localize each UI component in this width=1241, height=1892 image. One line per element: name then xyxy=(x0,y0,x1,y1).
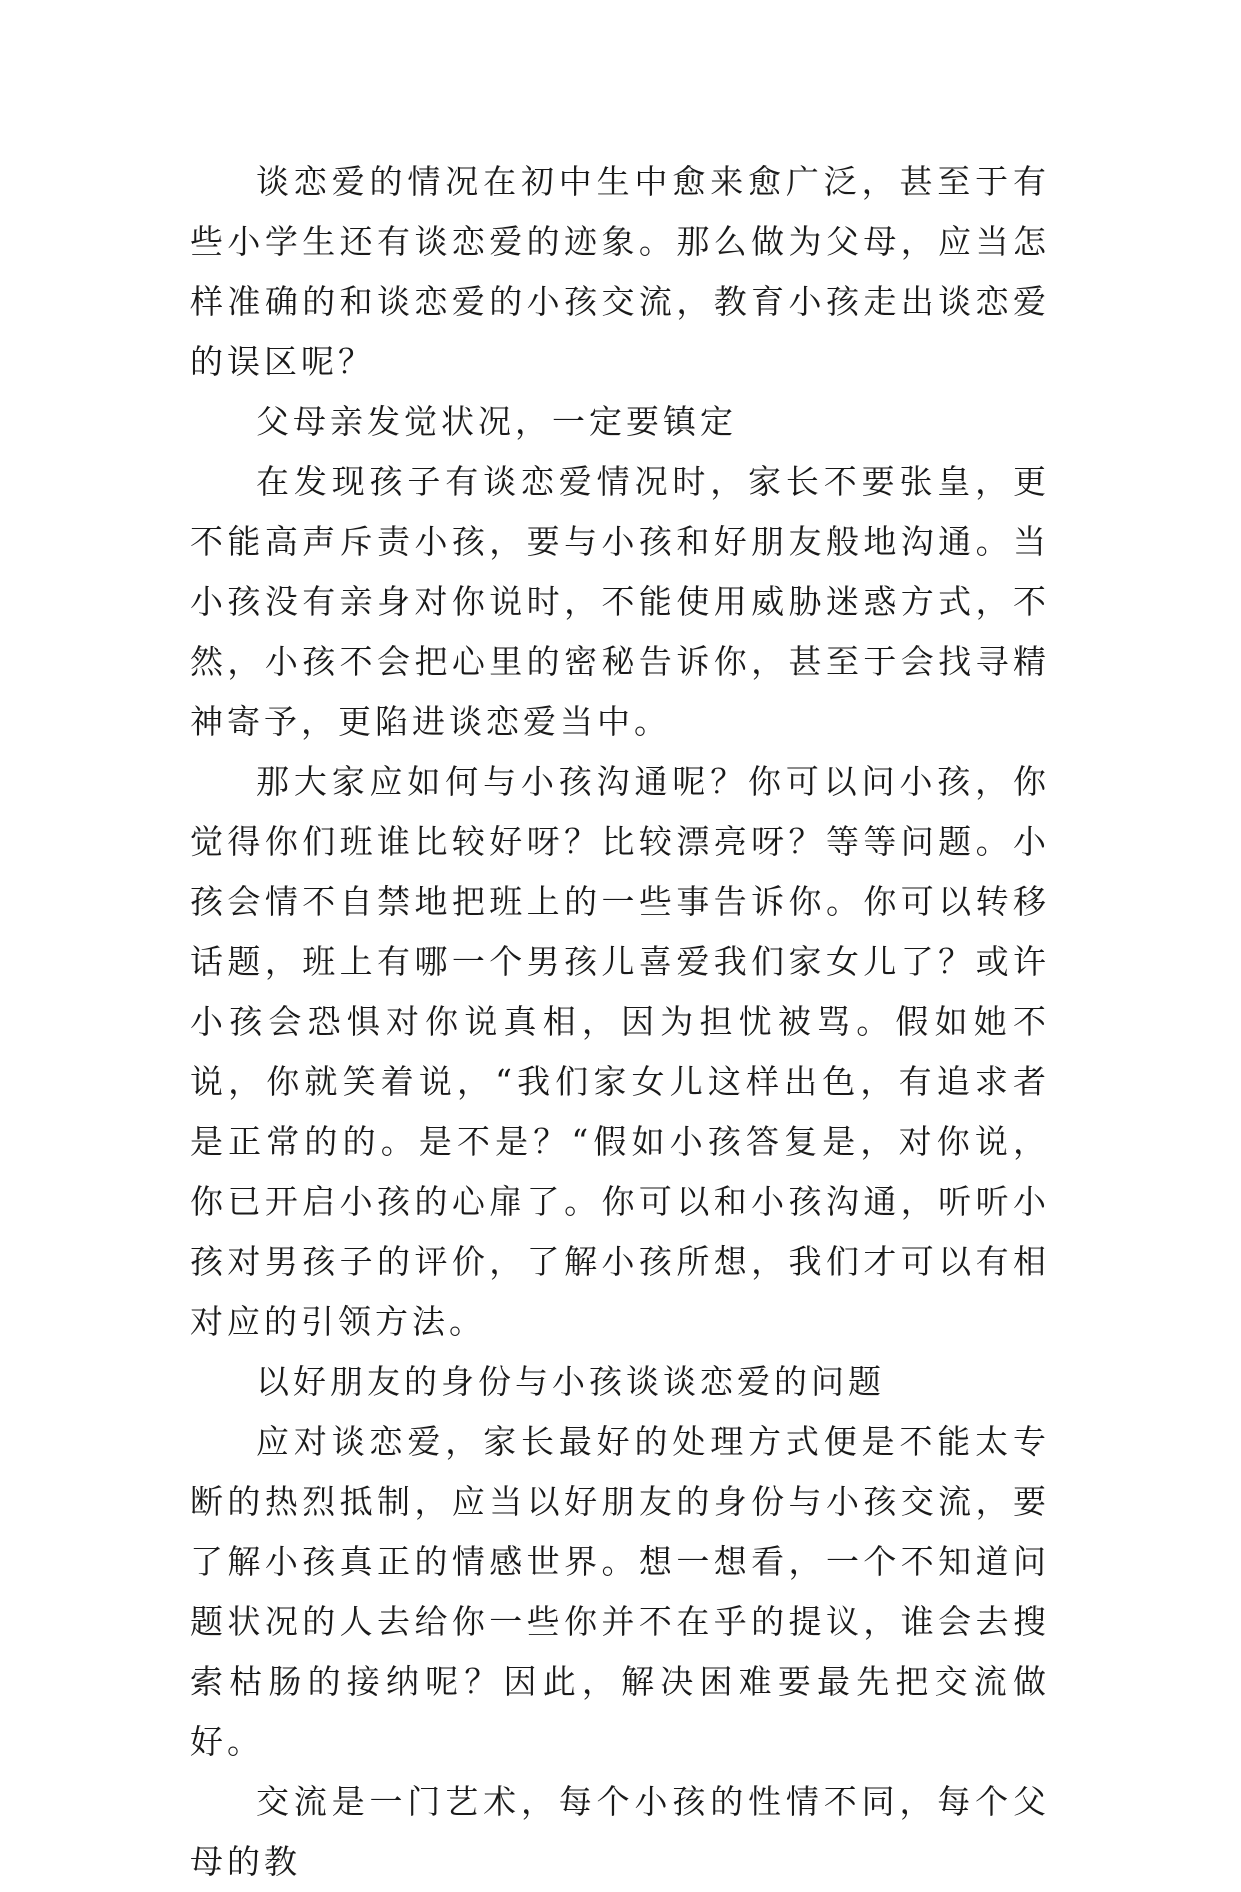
paragraph-friend-approach: 应对谈恋爱，家长最好的处理方式便是不能太专断的热烈抵制，应当以好朋友的身份与小孩交流，要了解小孩真正的情感世界。想一想看，一个不知道问题状况的人去给你一些你并不在乎的提议，谁会去搜索枯肠的接纳呢？因此，解决困难要最先把交流做好。 xyxy=(190,1422,1050,1761)
document-body xyxy=(190,152,1050,1892)
paragraph-discovery: 在发现孩子有谈恋爱情况时，家长不要张皇，更不能高声斥责小孩，要与小孩和好朋友般地沟通。当小孩没有亲身对你说时，不能使用威胁迷惑方式，不然，小孩不会把心里的密秘告诉你，甚至于会找寻精神寄予，更陷进谈恋爱当中。 xyxy=(190,462,1050,741)
paragraph-how-to-communicate: 那大家应如何与小孩沟通呢？你可以问小孩，你觉得你们班谁比较好呀？比较漂亮呀？等等问题。小孩会情不自禁地把班上的一些事告诉你。你可以转移话题，班上有哪一个男孩儿喜爱我们家女儿了？或许小孩会恐惧对你说真相，因为担忧被骂。假如她不说，你就笑着说，“我们家女儿这样出色，有追求者是正常的的。是不是？“假如小孩答复是，对你说，你已开启小孩的心扉了。你可以和小孩沟通，听听小孩对男孩子的评价，了解小孩所想，我们才可以有相对应的引领方法。 xyxy=(190,762,1050,1341)
paragraph-communication-art: 交流是一门艺术，每个小孩的性情不同，每个父母的教 xyxy=(190,1782,1050,1881)
section-heading-as-friend: 以好朋友的身份与小孩谈谈恋爱的问题 xyxy=(256,1362,885,1401)
section-heading-stay-calm: 父母亲发觉状况，一定要镇定 xyxy=(256,402,737,441)
paragraph-intro: 谈恋爱的情况在初中生中愈来愈广泛，甚至于有些小学生还有谈恋爱的迹象。那么做为父母，应当怎样准确的和谈恋爱的小孩交流，教育小孩走出谈恋爱的误区呢？ xyxy=(190,162,1050,381)
